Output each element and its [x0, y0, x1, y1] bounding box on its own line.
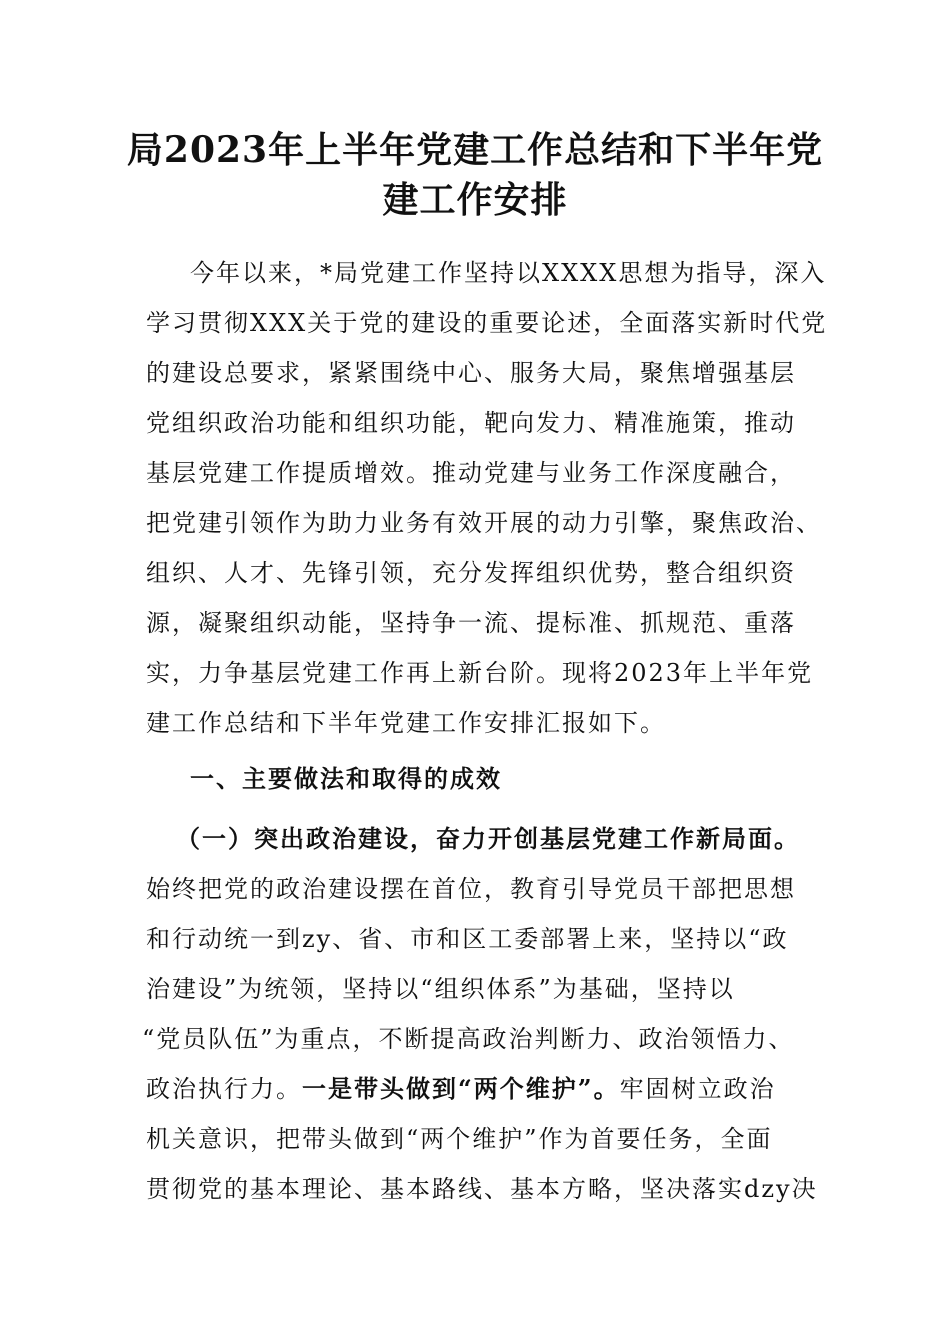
body-line-mixed	[146, 1074, 776, 1104]
mixed-line-prefix: 政治执行力。	[146, 1075, 302, 1103]
subsection-heading: （一）突出政治建设，奋力开创基层党建工作新局面。	[176, 824, 800, 853]
intro-line: 今年以来，*局党建工作坚持以XXXX思想为指导，深入	[190, 259, 827, 287]
mixed-line-suffix: 牢固树立政治	[619, 1075, 776, 1103]
body-line: 始终把党的政治建设摆在首位，教育引导党员干部把思想	[146, 875, 796, 903]
body-line: 和行动统一到zy、省、市和区工委部署上来，坚持以“政	[146, 925, 789, 953]
emphasis-text: 一是带头做到“两个维护”。	[302, 1074, 620, 1103]
body-line: 贯彻党的基本理论、基本路线、基本方略，坚决落实dzy决	[146, 1175, 818, 1203]
intro-line: 的建设总要求，紧紧围绕中心、服务大局，聚焦增强基层	[146, 359, 796, 387]
body-line: 治建设”为统领，坚持以“组织体系”为基础，坚持以	[146, 975, 735, 1003]
intro-line: 党组织政治功能和组织功能，靶向发力、精准施策，推动	[146, 409, 796, 437]
document-title-line-1: 局2023年上半年党建工作总结和下半年党	[126, 129, 824, 171]
intro-line: 学习贯彻XXX关于党的建设的重要论述，全面落实新时代党	[146, 309, 828, 337]
section-heading: 一、主要做法和取得的成效	[190, 764, 502, 793]
intro-line: 源，凝聚组织动能，坚持争一流、提标准、抓规范、重落	[146, 609, 796, 637]
intro-line: 把党建引领作为助力业务有效开展的动力引擎，聚焦政治、	[146, 509, 822, 537]
body-line: 机关意识，把带头做到“两个维护”作为首要任务，全面	[146, 1125, 773, 1153]
body-line: “党员队伍”为重点，不断提高政治判断力、政治领悟力、	[142, 1025, 795, 1053]
intro-line: 建工作总结和下半年党建工作安排汇报如下。	[146, 709, 666, 737]
intro-line: 实，力争基层党建工作再上新台阶。现将2023年上半年党	[146, 659, 814, 687]
intro-line: 基层党建工作提质增效。推动党建与业务工作深度融合，	[146, 459, 796, 487]
document-title-line-2: 建工作安排	[382, 179, 568, 221]
intro-line: 组织、人才、先锋引领，充分发挥组织优势，整合组织资	[146, 559, 796, 587]
